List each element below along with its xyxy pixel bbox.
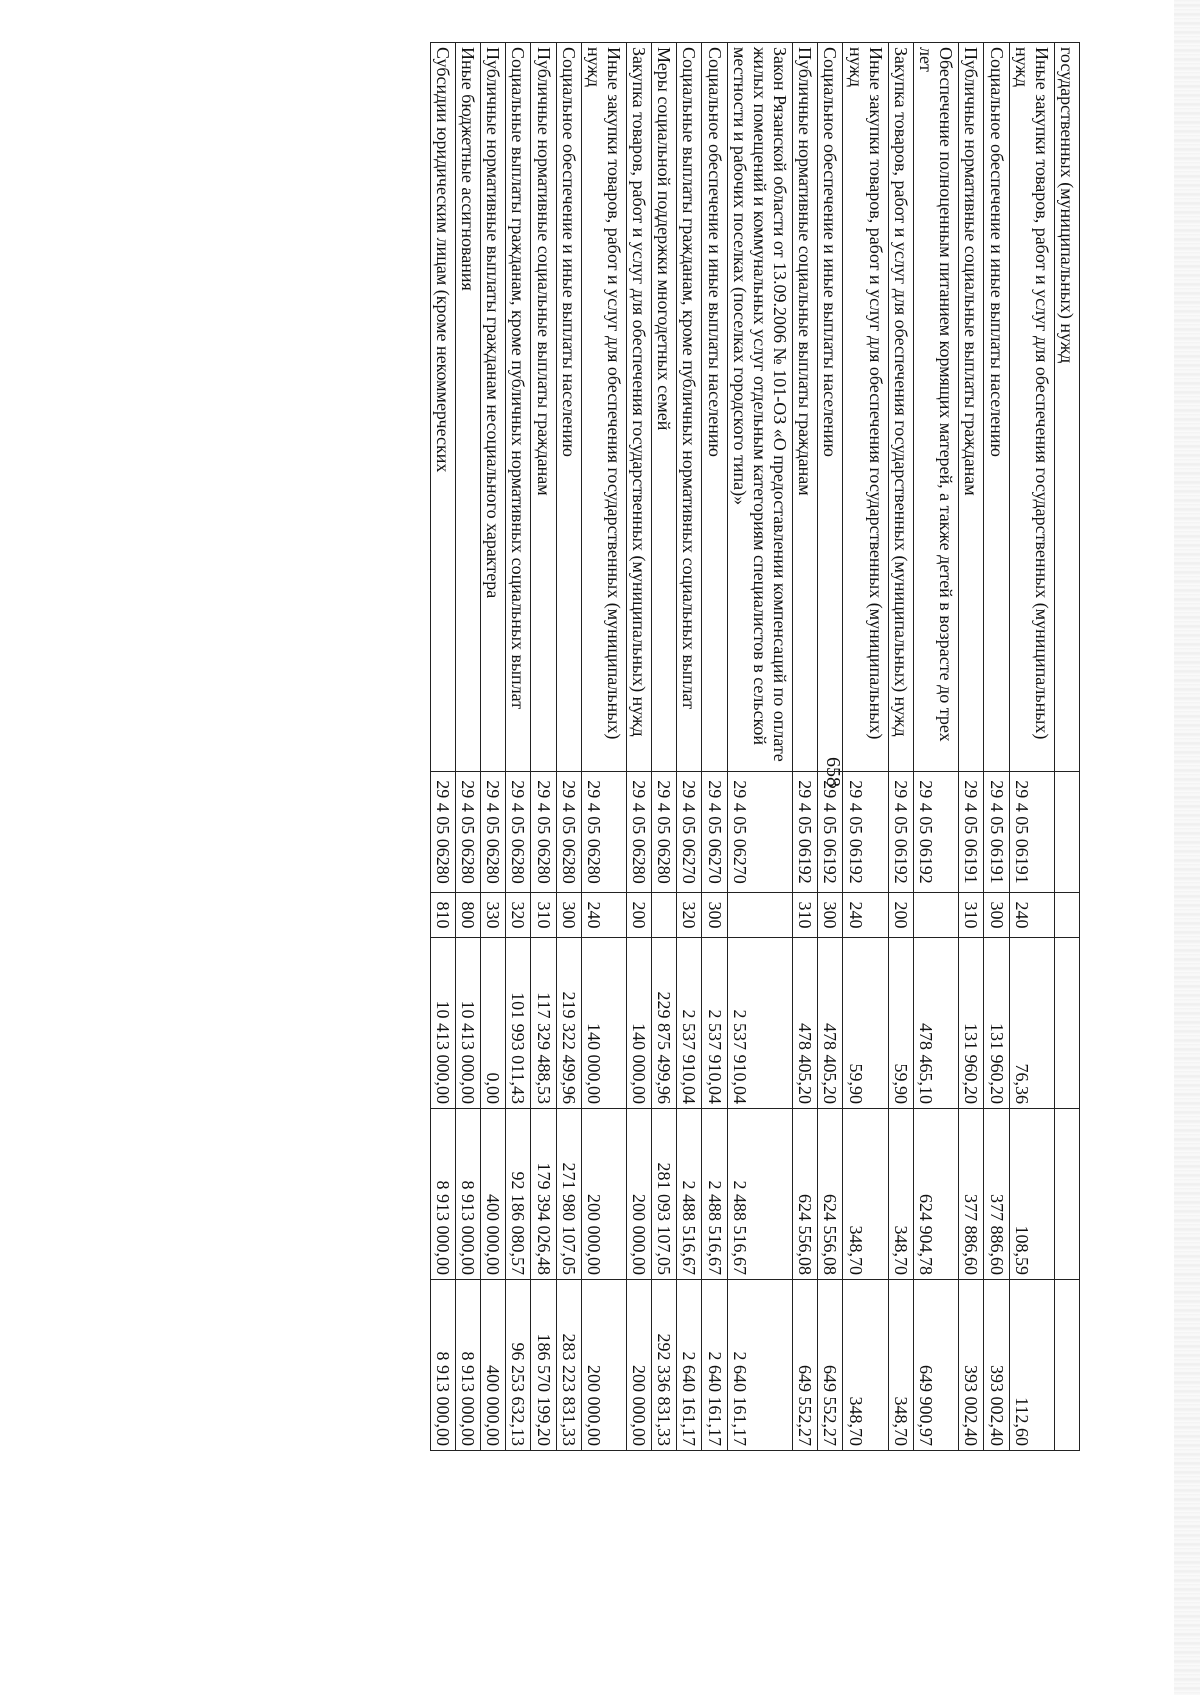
amount-column-3 — [1054, 1280, 1079, 1451]
expense-type-code: 240 — [1009, 893, 1054, 938]
table-row — [556, 43, 581, 1451]
amount-column-2: 8 913 000,00 — [455, 1109, 480, 1280]
expense-type-code: 310 — [531, 893, 556, 938]
table-row — [481, 43, 506, 1451]
table-row — [430, 43, 455, 1451]
target-article-code: 29 4 05 06280 — [556, 772, 581, 893]
amount-column-3: 200 000,00 — [581, 1280, 626, 1451]
table-row — [843, 43, 888, 1451]
amount-column-3: 2 640 161,17 — [677, 1280, 702, 1451]
expense-item-name: Публичные нормативные выплаты гражданам несоциального характера — [481, 43, 506, 772]
expense-type-code: 330 — [481, 893, 506, 938]
amount-column-1: 219 322 499,96 — [556, 938, 581, 1109]
amount-column-2: 179 394 026,48 — [531, 1109, 556, 1280]
expense-item-name: Социальное обеспечение и иные выплаты населению — [818, 43, 843, 772]
amount-column-1: 59,90 — [888, 938, 913, 1109]
expense-item-name: Иные закупки товаров, работ и услуг для обеспечения государственных (муниципальных) нужд — [1009, 43, 1054, 772]
amount-column-3: 112,60 — [1009, 1280, 1054, 1451]
table-row — [1009, 43, 1054, 1451]
amount-column-1: 140 000,00 — [627, 938, 652, 1109]
amount-column-1: 10 413 000,00 — [430, 938, 455, 1109]
amount-column-2: 271 980 107,05 — [556, 1109, 581, 1280]
table-row — [984, 43, 1009, 1451]
expense-type-code: 240 — [843, 893, 888, 938]
amount-column-3: 400 000,00 — [481, 1280, 506, 1451]
expense-item-name: Социальное обеспечение и иные выплаты населению — [984, 43, 1009, 772]
amount-column-2: 377 886,60 — [959, 1109, 984, 1280]
target-article-code — [1054, 772, 1079, 893]
amount-column-2: 624 556,08 — [818, 1109, 843, 1280]
expense-type-code: 300 — [818, 893, 843, 938]
table-row — [913, 43, 958, 1451]
expense-item-name: Закупка товаров, работ и услуг для обеспечения государственных (муниципальных) нужд — [888, 43, 913, 772]
scan-edge-artifact — [1174, 0, 1200, 1695]
amount-column-1: 10 413 000,00 — [455, 938, 480, 1109]
table-row — [727, 43, 792, 1451]
table-row — [888, 43, 913, 1451]
amount-column-3: 96 253 632,13 — [506, 1280, 531, 1451]
amount-column-2: 108,59 — [1009, 1109, 1054, 1280]
expense-type-code: 240 — [581, 893, 626, 938]
expense-item-name: Социальные выплаты гражданам, кроме публичных нормативных социальных выплат — [506, 43, 531, 772]
expense-item-name: Субсидии юридическим лицам (кроме некоммерческих — [430, 43, 455, 772]
expense-item-name: Социальное обеспечение и иные выплаты населению — [702, 43, 727, 772]
target-article-code: 29 4 05 06280 — [581, 772, 626, 893]
expense-type-code: 320 — [677, 893, 702, 938]
amount-column-1: 76,36 — [1009, 938, 1054, 1109]
table-row — [455, 43, 480, 1451]
amount-column-3: 186 570 199,20 — [531, 1280, 556, 1451]
amount-column-3: 8 913 000,00 — [430, 1280, 455, 1451]
amount-column-3: 649 552,27 — [793, 1280, 818, 1451]
table-row — [627, 43, 652, 1451]
expense-item-name: Иные закупки товаров, работ и услуг для обеспечения государственных (муниципальных) нужд — [843, 43, 888, 772]
target-article-code: 29 4 05 06280 — [531, 772, 556, 893]
amount-column-3: 283 223 831,33 — [556, 1280, 581, 1451]
rotated-document-page — [120, 42, 1080, 1562]
amount-column-2: 624 904,78 — [913, 1109, 958, 1280]
expense-item-name: Публичные нормативные социальные выплаты гражданам — [531, 43, 556, 772]
amount-column-1: 478 405,20 — [818, 938, 843, 1109]
expense-type-code: 200 — [888, 893, 913, 938]
amount-column-2 — [1054, 1109, 1079, 1280]
amount-column-2: 92 186 080,57 — [506, 1109, 531, 1280]
expense-item-name: государственных (муниципальных) нужд — [1054, 43, 1079, 772]
amount-column-1: 140 000,00 — [581, 938, 626, 1109]
expense-type-code: 310 — [793, 893, 818, 938]
target-article-code: 29 4 05 06191 — [959, 772, 984, 893]
amount-column-3: 649 552,27 — [818, 1280, 843, 1451]
expense-type-code: 300 — [702, 893, 727, 938]
table-row — [531, 43, 556, 1451]
expense-type-code: 320 — [506, 893, 531, 938]
amount-column-1: 0,00 — [481, 938, 506, 1109]
expense-type-code: 800 — [455, 893, 480, 938]
amount-column-2: 348,70 — [888, 1109, 913, 1280]
amount-column-2: 2 488 516,67 — [727, 1109, 792, 1280]
amount-column-3: 2 640 161,17 — [702, 1280, 727, 1451]
amount-column-1: 131 960,20 — [984, 938, 1009, 1109]
target-article-code: 29 4 05 06280 — [627, 772, 652, 893]
amount-column-1: 131 960,20 — [959, 938, 984, 1109]
amount-column-1: 117 329 488,53 — [531, 938, 556, 1109]
expense-item-name: Обеспечение полноценным питанием кормящих матерей, а также детей в возрасте до трех лет — [913, 43, 958, 772]
amount-column-2: 2 488 516,67 — [702, 1109, 727, 1280]
target-article-code: 29 4 05 06280 — [652, 772, 677, 893]
amount-column-3: 649 900,97 — [913, 1280, 958, 1451]
amount-column-1: 59,90 — [843, 938, 888, 1109]
amount-column-1: 101 993 011,43 — [506, 938, 531, 1109]
amount-column-3: 8 913 000,00 — [455, 1280, 480, 1451]
table-row — [1054, 43, 1079, 1451]
target-article-code: 29 4 05 06192 — [888, 772, 913, 893]
expense-item-name: Публичные нормативные социальные выплаты гражданам — [793, 43, 818, 772]
amount-column-3: 2 640 161,17 — [727, 1280, 792, 1451]
amount-column-1: 2 537 910,04 — [677, 938, 702, 1109]
amount-column-2: 200 000,00 — [581, 1109, 626, 1280]
expense-item-name: Социальные выплаты гражданам, кроме публичных нормативных социальных выплат — [677, 43, 702, 772]
amount-column-1 — [1054, 938, 1079, 1109]
expense-item-name: Иные бюджетные ассигнования — [455, 43, 480, 772]
amount-column-2: 2 488 516,67 — [677, 1109, 702, 1280]
expense-type-code — [727, 893, 792, 938]
expense-type-code — [913, 893, 958, 938]
amount-column-2: 624 556,08 — [793, 1109, 818, 1280]
table-row — [652, 43, 677, 1451]
budget-table — [430, 42, 1080, 1451]
amount-column-3: 348,70 — [888, 1280, 913, 1451]
expense-type-code: 310 — [959, 893, 984, 938]
target-article-code: 29 4 05 06270 — [727, 772, 792, 893]
amount-column-2: 200 000,00 — [627, 1109, 652, 1280]
expense-item-name: Публичные нормативные социальные выплаты гражданам — [959, 43, 984, 772]
target-article-code: 29 4 05 06192 — [818, 772, 843, 893]
table-row — [506, 43, 531, 1451]
expense-type-code: 300 — [556, 893, 581, 938]
target-article-code: 29 4 05 06270 — [677, 772, 702, 893]
table-row — [818, 43, 843, 1451]
target-article-code: 29 4 05 06192 — [913, 772, 958, 893]
table-row — [702, 43, 727, 1451]
amount-column-1: 2 537 910,04 — [727, 938, 792, 1109]
amount-column-3: 292 336 831,33 — [652, 1280, 677, 1451]
target-article-code: 29 4 05 06280 — [506, 772, 531, 893]
amount-column-1: 478 405,20 — [793, 938, 818, 1109]
budget-table-body — [430, 43, 1079, 1451]
table-row — [581, 43, 626, 1451]
target-article-code: 29 4 05 06192 — [843, 772, 888, 893]
expense-item-name: Закупка товаров, работ и услуг для обеспечения государственных (муниципальных) нужд — [627, 43, 652, 772]
page-number: 658 — [822, 757, 844, 787]
expense-item-name: Меры социальной поддержки многодетных семей — [652, 43, 677, 772]
target-article-code: 29 4 05 06270 — [702, 772, 727, 893]
expense-type-code — [1054, 893, 1079, 938]
target-article-code: 29 4 05 06280 — [455, 772, 480, 893]
amount-column-3: 393 002,40 — [959, 1280, 984, 1451]
amount-column-1: 478 465,10 — [913, 938, 958, 1109]
amount-column-1: 229 875 499,96 — [652, 938, 677, 1109]
amount-column-2: 281 093 107,05 — [652, 1109, 677, 1280]
amount-column-3: 393 002,40 — [984, 1280, 1009, 1451]
amount-column-2: 8 913 000,00 — [430, 1109, 455, 1280]
expense-type-code: 200 — [627, 893, 652, 938]
expense-item-name: Иные закупки товаров, работ и услуг для обеспечения государственных (муниципальных) нужд — [581, 43, 626, 772]
target-article-code: 29 4 05 06191 — [984, 772, 1009, 893]
amount-column-2: 400 000,00 — [481, 1109, 506, 1280]
table-row — [959, 43, 984, 1451]
target-article-code: 29 4 05 06192 — [793, 772, 818, 893]
target-article-code: 29 4 05 06280 — [481, 772, 506, 893]
table-row — [793, 43, 818, 1451]
expense-type-code — [652, 893, 677, 938]
expense-item-name: Социальное обеспечение и иные выплаты населению — [556, 43, 581, 772]
amount-column-3: 200 000,00 — [627, 1280, 652, 1451]
amount-column-2: 377 886,60 — [984, 1109, 1009, 1280]
target-article-code: 29 4 05 06191 — [1009, 772, 1054, 893]
table-row — [677, 43, 702, 1451]
amount-column-2: 348,70 — [843, 1109, 888, 1280]
expense-item-name: Закон Рязанской области от 13.09.2006 № 101-ОЗ «О предоставлении компенсаций по оплате жилых помещений и коммунальных услуг отдельным категориям специалистов в сельской местности и рабочих поселках (поселках городского типа)» — [727, 43, 792, 772]
target-article-code: 29 4 05 06280 — [430, 772, 455, 893]
amount-column-1: 2 537 910,04 — [702, 938, 727, 1109]
amount-column-3: 348,70 — [843, 1280, 888, 1451]
expense-type-code: 300 — [984, 893, 1009, 938]
expense-type-code: 810 — [430, 893, 455, 938]
